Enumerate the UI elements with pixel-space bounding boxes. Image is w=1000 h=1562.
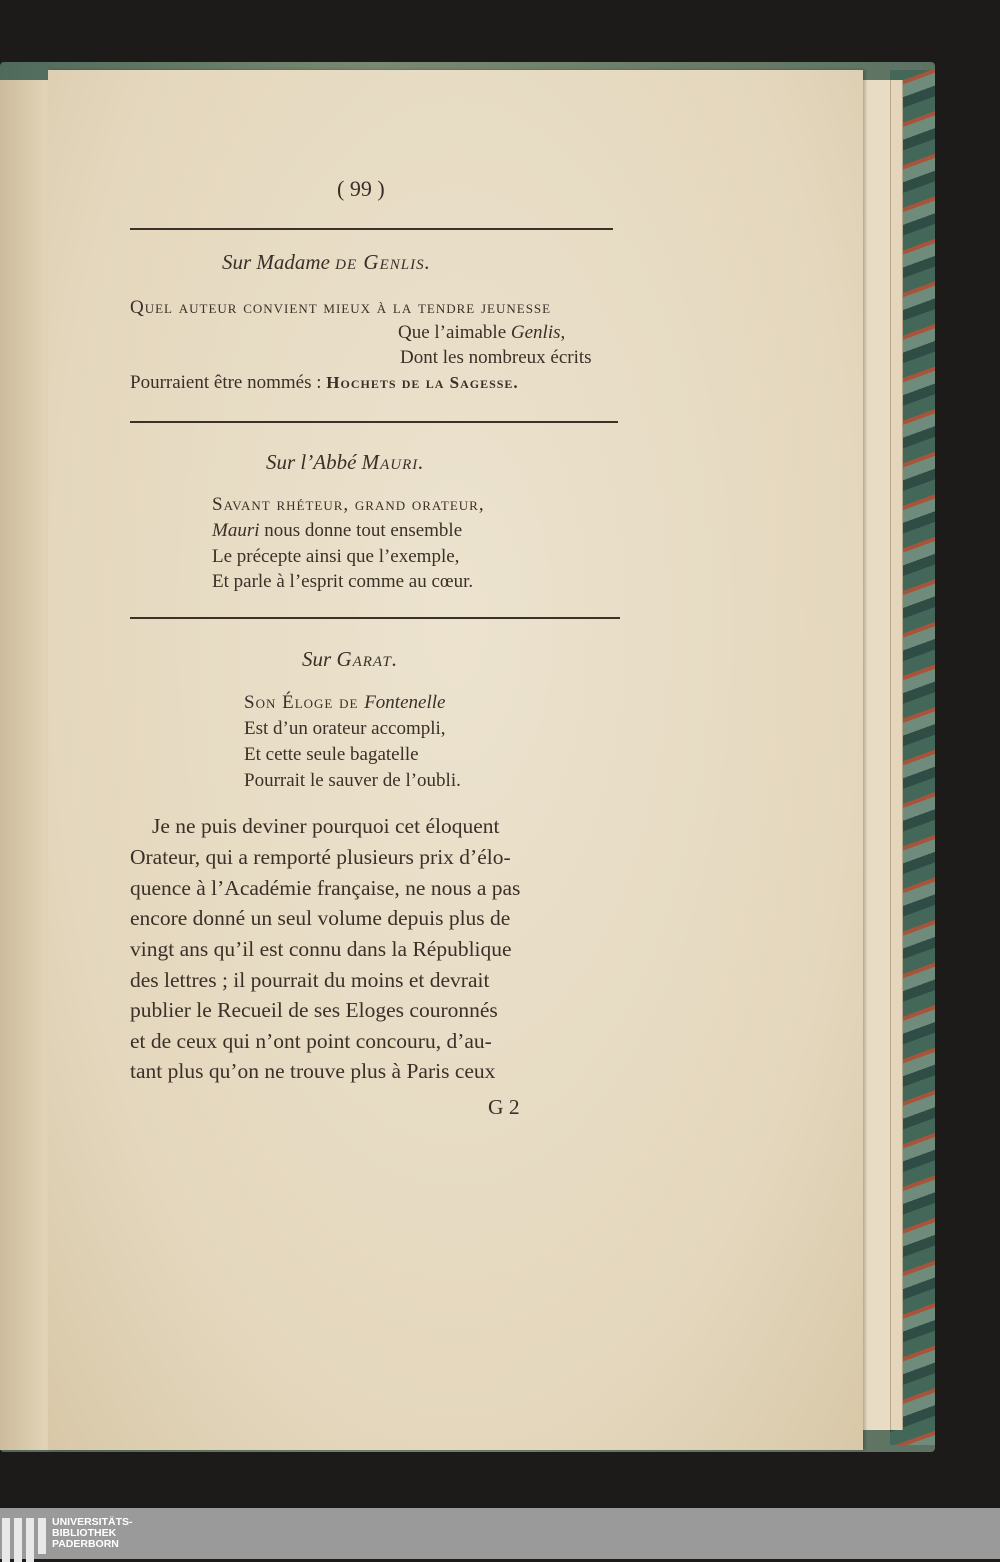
verse-line [130,372,519,394]
prose-line: vingt ans qu’il est connu dans la République [130,937,512,961]
verse-line [398,322,565,344]
prose-line: des lettres ; il pourrait du moins et devrait [130,968,490,992]
verse-line [244,692,445,714]
footer-bar [0,1508,1000,1559]
divider [130,617,620,619]
verse-text: Son Éloge de [244,692,365,713]
section-title [222,250,431,275]
verse-line: Et parle à l’esprit comme au cœur. [212,571,474,592]
logo-line: UNIVERSITÄTS- [52,1516,133,1528]
title-prefix: Sur Madame [222,250,336,274]
verse-italic: Genlis [510,322,561,343]
divider [130,228,613,230]
prose-line: Orateur, qui a remporté plusieurs prix d’élo- [130,845,511,869]
left-page-edge [0,80,50,1450]
title-name: de Genlis. [335,250,431,274]
prose-line: Je ne puis deviner pourquoi cet éloquent [152,814,500,838]
prose-line: publier le Recueil de ses Eloges couronnés [130,998,498,1022]
prose-line: quence à l’Académie française, ne nous a pas [130,876,521,900]
verse-smallcaps: Hochets de la Sagesse. [326,373,519,392]
verse-italic: Fontenelle [364,692,446,713]
verse-line: Est d’un orateur accompli, [244,718,446,739]
book-page [48,70,863,1450]
verse-line: Pourrait le sauver de l’oubli. [244,770,461,791]
prose-line: tant plus qu’on ne trouve plus à Paris ceux [130,1059,496,1083]
verse-line [130,297,551,319]
verse-italic: Mauri [212,520,260,541]
verse-line [212,520,462,542]
signature-mark: G 2 [488,1095,520,1119]
verse-text: nous donne tout ensemble [259,520,463,541]
verse-line: Dont les nombreux écrits [400,347,592,368]
library-logo-text [52,1517,133,1550]
verse-line: Le précepte ainsi que l’exemple, [212,546,460,567]
divider [130,421,618,423]
prose-line: encore donné un seul volume depuis plus de [130,906,511,930]
logo-line: BIBLIOTHEK [52,1527,117,1539]
page-number: ( 99 ) [337,176,385,201]
prose-line: et de ceux qui n’ont point concouru, d’au- [130,1029,492,1053]
title-name: Garat. [336,647,399,671]
title-prefix: Sur l’Abbé [266,450,362,474]
verse-text: Que l’aimable [398,322,511,343]
verse-line: Savant rhéteur, grand orateur, [212,494,485,515]
title-prefix: Sur [302,647,337,671]
verse-line: Et cette seule bagatelle [244,744,419,765]
section-title [302,647,398,672]
logo-line: PADERBORN [52,1538,119,1550]
verse-text: Pourraient être nommés : [130,372,327,393]
verse-text: Quel auteur convient mieux à la tendre jeunesse [130,297,552,318]
section-title [266,450,425,475]
title-name: Mauri. [361,450,425,474]
verse-text: , [560,322,566,343]
